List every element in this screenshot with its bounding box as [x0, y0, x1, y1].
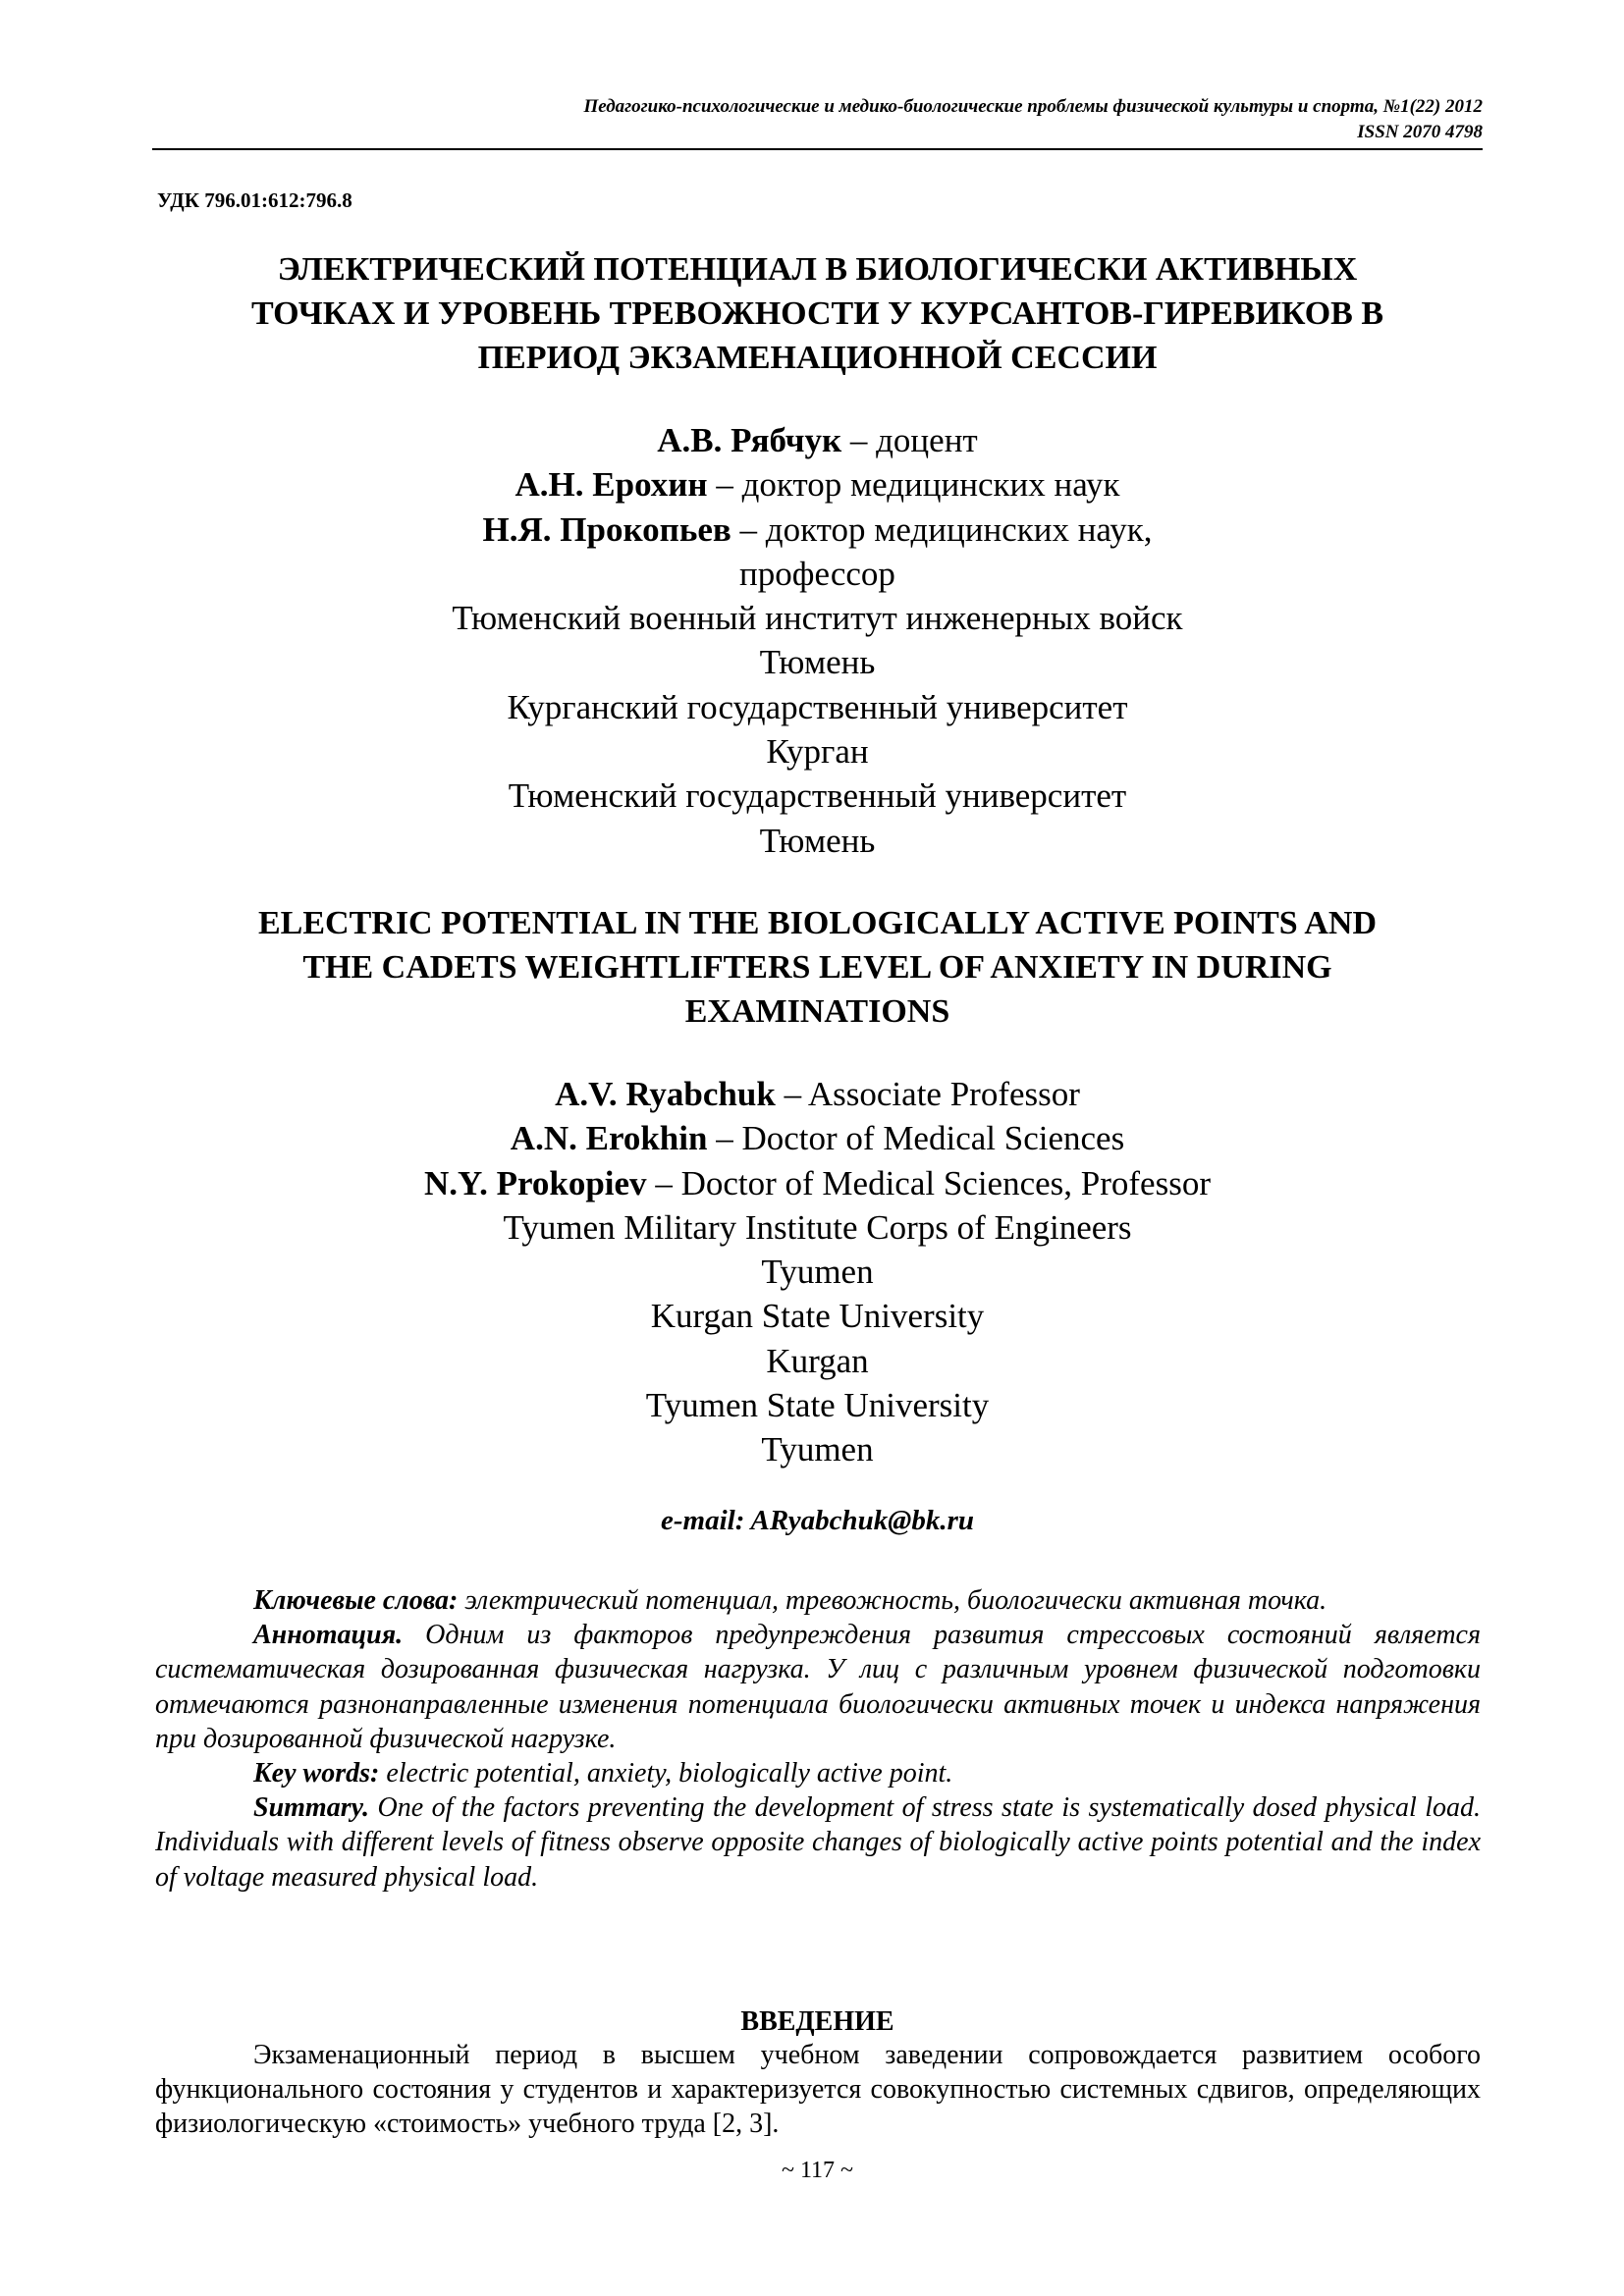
journal-title: Педагогико-психологические и медико-биологические проблемы физической культуры и спорта, №1(22) 2012 [583, 96, 1483, 117]
affiliation-line: Tyumen [761, 1430, 874, 1469]
title-line: ЭЛЕКТРИЧЕСКИЙ ПОТЕНЦИАЛ В БИОЛОГИЧЕСКИ АКТИВНЫХ [277, 251, 1358, 288]
author-role: – доктор медицинских наук [707, 465, 1120, 505]
running-header [152, 94, 1483, 145]
keywords-text: electric potential, anxiety, biologically active point. [379, 1758, 953, 1789]
title-russian [152, 247, 1483, 380]
affiliation-line: Тюменский государственный университет [508, 776, 1127, 816]
issn: ISSN 2070 4798 [1357, 122, 1483, 142]
affiliation-line: Тюмень [759, 643, 876, 682]
author-line [152, 1116, 1483, 1160]
summary-english [155, 1790, 1481, 1895]
page-number: ~ 117 ~ [781, 2158, 854, 2183]
author-role: – Associate Professor [775, 1075, 1080, 1113]
introduction-paragraph: Экзаменационный период в высшем учебном заведении сопровождается развитием особого функционального состояния у студентов и характеризуется совокупностью системных сдвигов, определяющих физиологическую «стоимость» учебного труда [2, 3]. [155, 2040, 1481, 2140]
summary-text: One of the factors preventing the development of stress state is systematically dosed physical load. Individuals with different levels of fitness observe opposite changes of biologically active points potential and the index of voltage measured physical load. [155, 1792, 1481, 1893]
author-role: – Doctor of Medical Sciences, Professor [646, 1163, 1211, 1202]
title-line: ПЕРИОД ЭКЗАМЕНАЦИОННОЙ СЕССИИ [477, 340, 1158, 376]
abstract-section [155, 1583, 1481, 1895]
keywords-russian [155, 1583, 1481, 1618]
author-name: A.N. Erokhin [510, 1119, 708, 1158]
title-line: THE CADETS WEIGHTLIFTERS LEVEL OF ANXIETY IN DURING [302, 949, 1332, 986]
author-role: – доцент [841, 421, 978, 459]
author-line [152, 507, 1483, 552]
affiliation-line: Тюмень [759, 821, 876, 860]
authors-english [152, 1072, 1483, 1472]
author-line [152, 418, 1483, 462]
author-name: А.В. Рябчук [657, 421, 842, 459]
author-name: А.Н. Ерохин [514, 465, 708, 505]
keywords-text: электрический потенциал, тревожность, биологически активная точка. [458, 1585, 1327, 1616]
author-name: A.V. Ryabchuk [555, 1075, 776, 1113]
title-line: ТОЧКАХ И УРОВЕНЬ ТРЕВОЖНОСТИ У КУРСАНТОВ-ГИРЕВИКОВ В [250, 295, 1384, 332]
annotation-text: Одним из факторов предупреждения развития стрессовых состояний является систематическая дозированная физическая нагрузка. У лиц с различным уровнем физической подготовки отмечаются разнонаправленные изменения потенциала биологически активных точек и индекса напряжения при дозированной физической нагрузке. [155, 1620, 1481, 1754]
affiliation-line: Тюменский военный институт инженерных войск [452, 599, 1183, 638]
author-line [152, 1072, 1483, 1116]
header-divider [152, 148, 1483, 150]
annotation-russian [155, 1618, 1481, 1756]
introduction-body [155, 2038, 1481, 2142]
author-line [152, 462, 1483, 507]
keywords-english [155, 1756, 1481, 1790]
affiliation-line: Курган [766, 732, 869, 772]
author-name: N.Y. Prokopiev [424, 1163, 647, 1202]
title-line: ELECTRIC POTENTIAL IN THE BIOLOGICALLY ACTIVE POINTS AND [258, 905, 1377, 941]
author-line [152, 1161, 1483, 1205]
author-role: – доктор медицинских наук, [731, 509, 1153, 549]
author-name: Н.Я. Прокопьев [482, 509, 731, 549]
affiliation-line: Kurgan [766, 1341, 869, 1380]
summary-label: Summary. [253, 1792, 369, 1824]
affiliation-line: Tyumen [761, 1253, 874, 1292]
title-english [152, 901, 1483, 1034]
affiliation-line: Курганский государственный университет [507, 687, 1128, 726]
keywords-label: Ключевые слова: [253, 1585, 459, 1616]
affiliation-line: Kurgan State University [650, 1297, 985, 1336]
contact-email: e-mail: ARyabchuk@bk.ru [661, 1505, 974, 1536]
authors-russian [152, 418, 1483, 863]
udc-code: УДК 796.01:612:796.8 [157, 188, 352, 212]
annotation-label: Аннотация. [253, 1620, 404, 1651]
affiliation-line: Tyumen State University [645, 1386, 990, 1425]
section-heading-introduction: ВВЕДЕНИЕ [740, 2006, 894, 2037]
affiliation-line: Tyumen Military Institute Corps of Engineers [503, 1207, 1132, 1247]
title-line: EXAMINATIONS [684, 993, 950, 1030]
author-role: – Doctor of Medical Sciences [707, 1119, 1125, 1158]
affiliation-line: профессор [739, 554, 895, 593]
keywords-label: Key words: [253, 1758, 380, 1789]
